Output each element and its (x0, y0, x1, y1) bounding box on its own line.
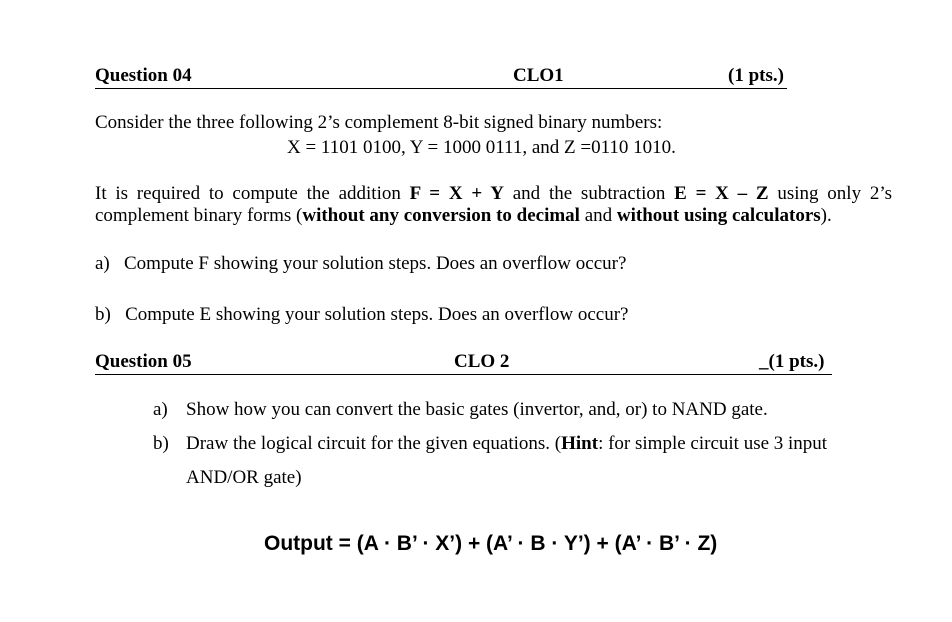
question-05-title: Question 05 (95, 351, 192, 372)
question-04-title: Question 04 (95, 65, 192, 86)
item-b-text-2: : for simple circuit use 3 input (598, 433, 828, 454)
req2-bold-2: without using calculators (616, 205, 821, 226)
question-04-header (95, 64, 787, 89)
req-e-equation: E = X – Z (674, 183, 769, 204)
question-04-intro: Consider the three following 2’s complement 8-bit signed binary numbers: (95, 112, 663, 133)
question-05-item-b-marker: b) (153, 433, 169, 454)
req2-text-2: and (579, 205, 617, 226)
question-05-item-a-marker: a) (153, 399, 168, 420)
question-04-clo: CLO1 (513, 65, 564, 86)
question-04-part-b: b) Compute E showing your solution steps. Does an overflow occur? (95, 304, 629, 325)
output-equation: Output = (A · B’ · X’) + (A’ · B · Y’) + (A’ · B’ · Z) (264, 532, 718, 555)
req2-text-3: ). (820, 205, 832, 226)
req-text-2: and the subtraction (503, 183, 675, 204)
question-05-clo: CLO 2 (454, 351, 510, 372)
question-04-requirement-line2 (95, 205, 832, 227)
question-04-numbers: X = 1101 0100, Y = 1000 0111, and Z =0110 1010. (287, 137, 676, 158)
req2-bold-1: without any conversion to decimal (302, 205, 580, 226)
question-04-part-a: a) Compute F showing your solution steps. Does an overflow occur? (95, 253, 627, 274)
req-text-3: using only 2’s (768, 183, 893, 204)
question-05-points: _(1 pts.) (759, 351, 825, 372)
req-text-1: It is required to compute the addition (95, 183, 410, 204)
question-05-item-b-line2: AND/OR gate) (186, 467, 302, 488)
item-b-text-1: Draw the logical circuit for the given equations. ( (186, 433, 562, 454)
question-05-item-b-line1 (186, 433, 827, 455)
question-05-header (95, 350, 832, 375)
req-f-equation: F = X + Y (409, 183, 504, 204)
req2-text-1: complement binary forms ( (95, 205, 303, 226)
item-b-hint: Hint (561, 433, 599, 454)
question-04-points: (1 pts.) (728, 65, 784, 86)
question-04-requirement-line1 (95, 183, 892, 205)
question-05-item-a: Show how you can convert the basic gates (invertor, and, or) to NAND gate. (186, 399, 768, 420)
